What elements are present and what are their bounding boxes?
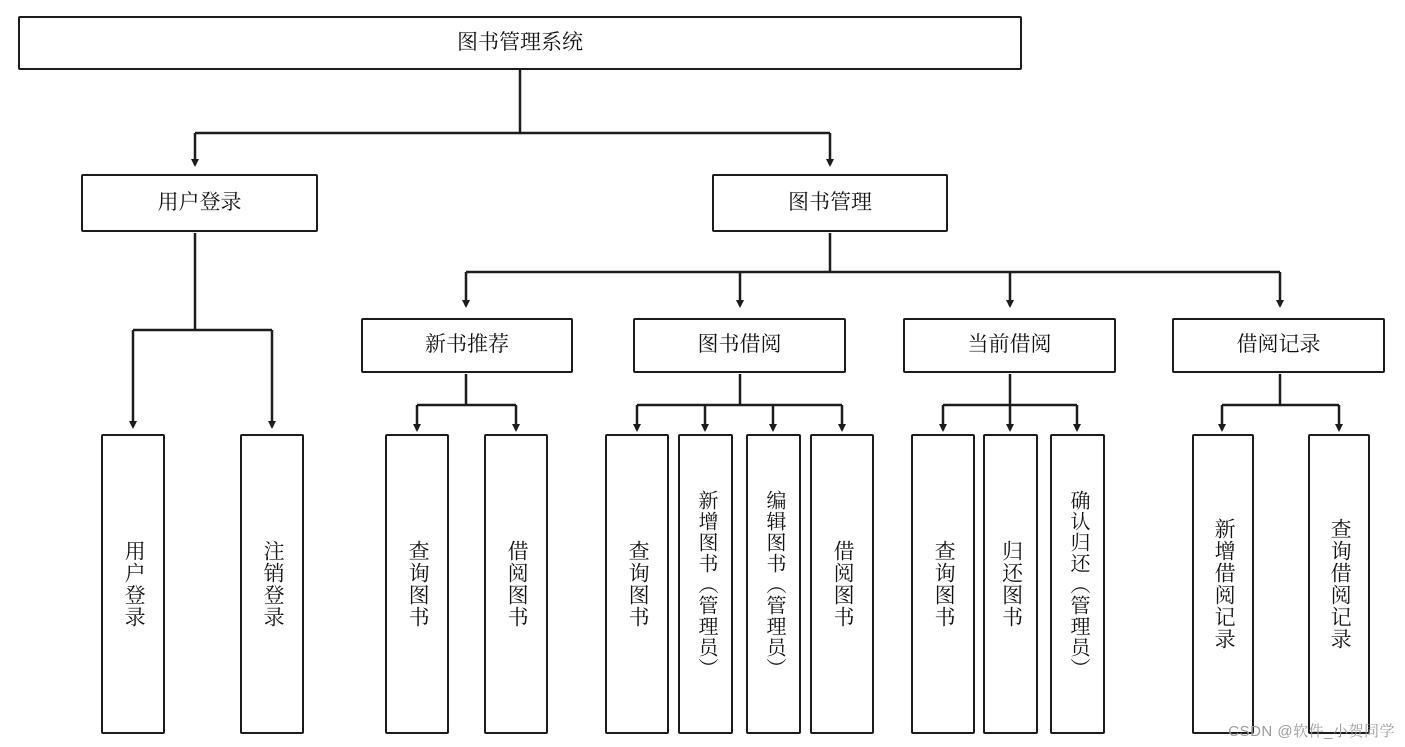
leaf-user-login-logout[interactable] — [240, 434, 304, 734]
leaf-current-borrow-confirm[interactable] — [1050, 434, 1105, 734]
leaf-book-borrow-add[interactable] — [678, 434, 733, 734]
leaf-new-book-borrow[interactable] — [484, 434, 548, 734]
node-root-label: 图书管理系统 — [457, 30, 583, 54]
leaf-borrow-record-query[interactable] — [1308, 434, 1370, 734]
leaf-label: 借阅图书 — [831, 540, 855, 628]
leaf-label: 查询图书 — [932, 540, 956, 628]
node-user-login-label: 用户登录 — [157, 190, 242, 214]
leaf-label: 借阅图书 — [505, 540, 529, 628]
watermark: CSDN @软件_小贺同学 — [1228, 723, 1395, 740]
leaf-book-borrow-edit[interactable] — [746, 434, 801, 734]
leaf-current-borrow-query[interactable] — [911, 434, 975, 734]
leaf-label: 新增借阅记录 — [1212, 518, 1236, 650]
leaf-label: 用户登录 — [122, 540, 146, 628]
leaf-user-login-login[interactable] — [101, 434, 165, 734]
leaf-label: 归还图书 — [999, 540, 1023, 628]
leaf-label: 查询图书 — [626, 540, 650, 628]
node-book-borrow[interactable] — [633, 318, 846, 373]
node-new-book-recommend-label: 新书推荐 — [425, 333, 509, 357]
node-current-borrow[interactable] — [903, 318, 1116, 373]
leaf-new-book-query[interactable] — [385, 434, 449, 734]
leaf-label: 编辑图书（管理员） — [763, 489, 785, 679]
node-borrow-record-label: 借阅记录 — [1236, 333, 1321, 357]
leaf-label: 确认归还（管理员） — [1067, 489, 1089, 679]
node-user-login[interactable] — [81, 174, 318, 232]
node-new-book-recommend[interactable] — [361, 318, 573, 373]
leaf-label: 查询借阅记录 — [1328, 518, 1352, 650]
node-book-management[interactable] — [712, 174, 948, 232]
node-book-borrow-label: 图书借阅 — [697, 333, 782, 357]
leaf-book-borrow-query[interactable] — [605, 434, 669, 734]
node-current-borrow-label: 当前借阅 — [967, 333, 1052, 357]
leaf-book-borrow-borrow[interactable] — [810, 434, 874, 734]
leaf-label: 新增图书（管理员） — [695, 489, 717, 679]
leaf-borrow-record-add[interactable] — [1192, 434, 1254, 734]
node-book-management-label: 图书管理 — [788, 190, 872, 214]
leaf-label: 注销登录 — [261, 540, 285, 628]
node-borrow-record[interactable] — [1172, 318, 1385, 373]
leaf-label: 查询图书 — [406, 540, 430, 628]
leaf-current-borrow-return[interactable] — [983, 434, 1038, 734]
node-root[interactable] — [18, 16, 1022, 70]
